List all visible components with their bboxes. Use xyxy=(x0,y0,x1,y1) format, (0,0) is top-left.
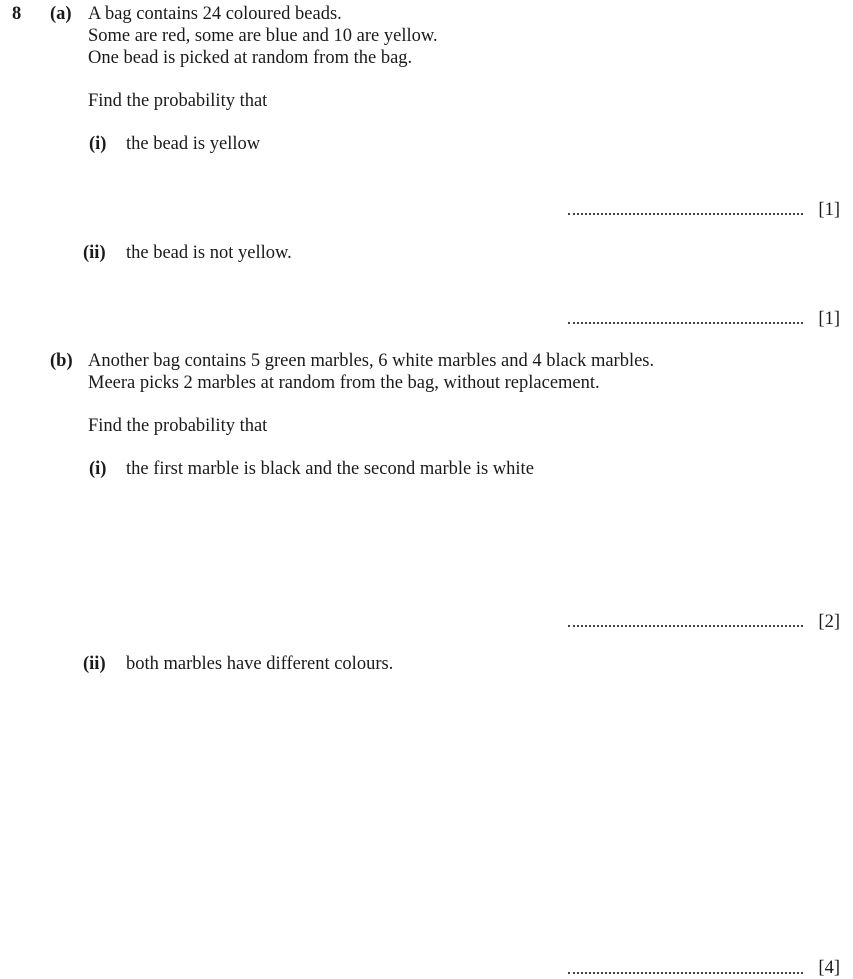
part-a-i-label: (i) xyxy=(89,134,107,154)
part-a-i-answer-line[interactable] xyxy=(568,213,803,215)
part-b-ii-mark: [4] xyxy=(818,958,840,978)
part-a-line-2: Some are red, some are blue and 10 are yellow. xyxy=(88,26,438,46)
part-b-i-mark: [2] xyxy=(818,612,840,632)
part-a-prompt: Find the probability that xyxy=(88,91,268,111)
part-a-ii-text: the bead is not yellow. xyxy=(126,243,292,263)
part-b-prompt: Find the probability that xyxy=(88,416,268,436)
part-b-i-label: (i) xyxy=(89,459,107,479)
part-b-ii-text: both marbles have different colours. xyxy=(126,654,394,674)
question-number: 8 xyxy=(12,4,22,24)
part-a-line-1: A bag contains 24 coloured beads. xyxy=(88,4,342,24)
part-a-line-3: One bead is picked at random from the bag. xyxy=(88,48,413,68)
part-a-i-mark: [1] xyxy=(818,200,840,220)
part-b-line-1: Another bag contains 5 green marbles, 6 white marbles and 4 black marbles. xyxy=(88,351,655,371)
part-b-i-answer-line[interactable] xyxy=(568,625,803,627)
part-a-ii-label: (ii) xyxy=(83,243,106,263)
part-a-label: (a) xyxy=(50,4,72,24)
part-a-ii-mark: [1] xyxy=(818,309,840,329)
part-a-ii-answer-line[interactable] xyxy=(568,322,803,324)
part-a-i-text: the bead is yellow xyxy=(126,134,261,154)
part-b-line-2: Meera picks 2 marbles at random from the bag, without replacement. xyxy=(88,373,600,393)
part-b-ii-label: (ii) xyxy=(83,654,106,674)
part-b-label: (b) xyxy=(50,351,73,371)
part-b-ii-answer-line[interactable] xyxy=(568,972,803,974)
part-b-i-text: the first marble is black and the second marble is white xyxy=(126,459,534,479)
